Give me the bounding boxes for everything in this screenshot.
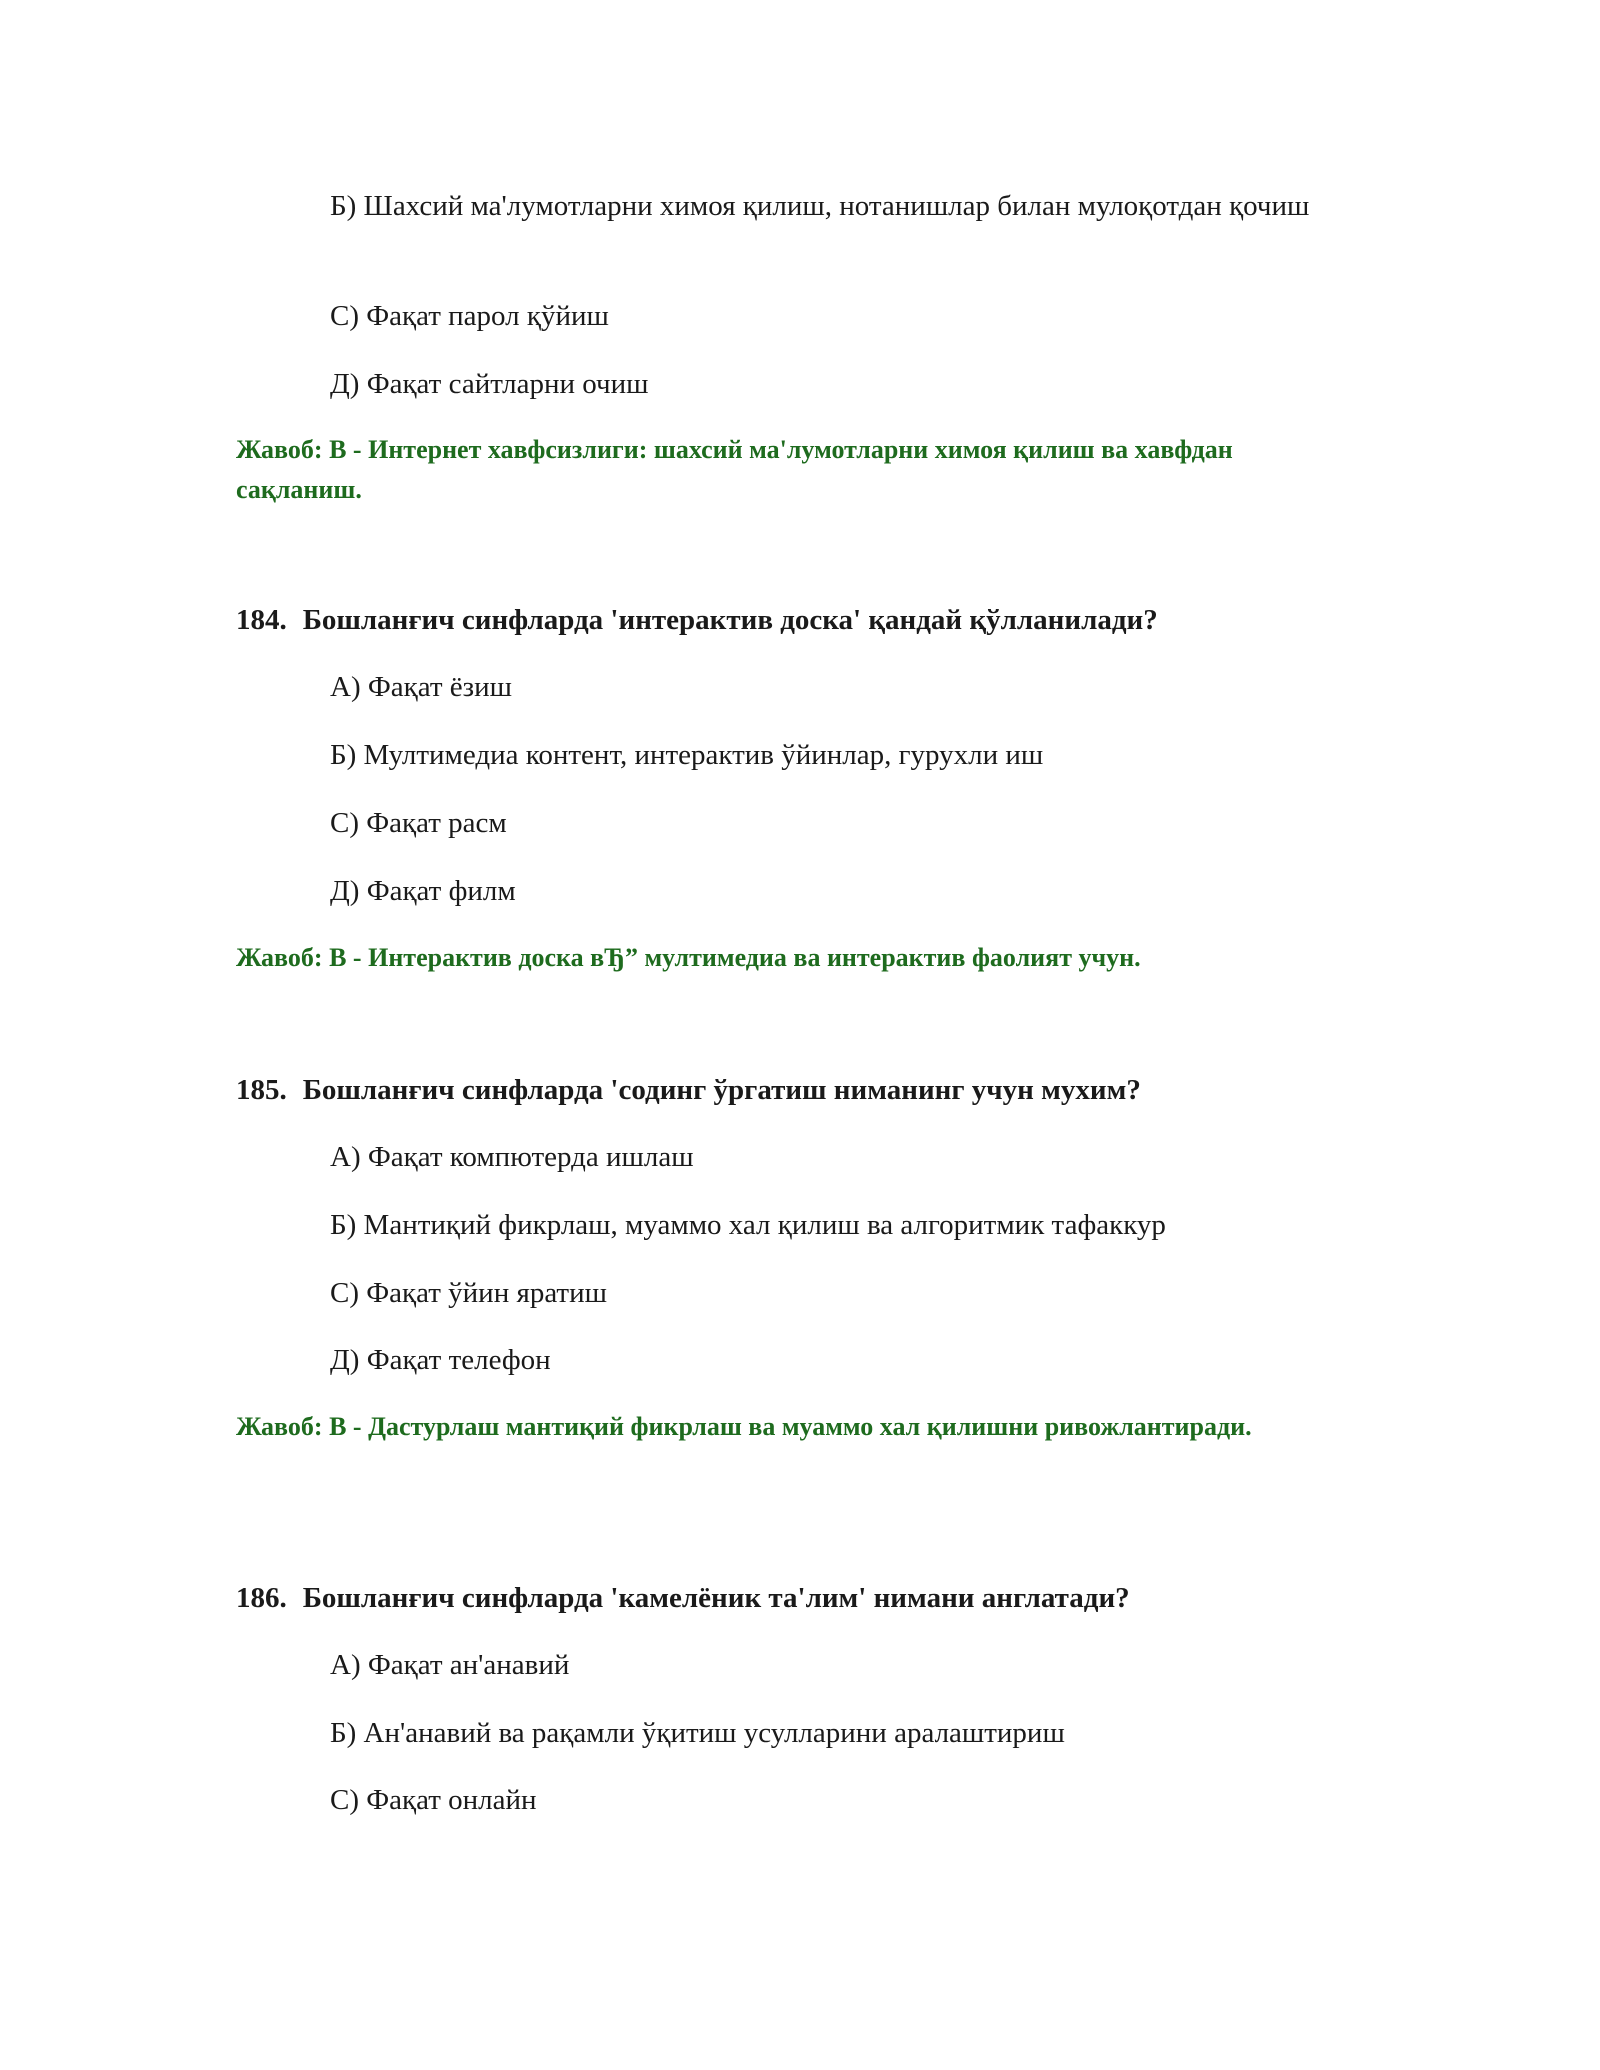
question-number: 184. <box>236 604 287 636</box>
question-text: Бошланғич синфларда 'камелёник та'лим' нимани англатади? <box>302 1582 1130 1614</box>
option-a-q185: А) Фақат компютерда ишлаш <box>330 1141 694 1173</box>
option-b-q184: Б) Мултимедиа контент, интерактив ўйинлар, гурухли иш <box>330 739 1044 771</box>
answer-prefix: Жавоб: В - <box>236 435 362 464</box>
answer-text: Интернет хавфсизлиги: шахсий ма'лумотларни химоя қилиш ва хавфдан сақланиш. <box>236 435 1233 504</box>
question-text: Бошланғич синфларда 'содинг ўргатиш ниманинг учун мухим? <box>302 1074 1141 1106</box>
option-d-q185: Д) Фақат телефон <box>330 1344 551 1376</box>
option-d-q184: Д) Фақат филм <box>330 875 516 907</box>
option-c-q183: С) Фақат парол қўйиш <box>330 300 609 332</box>
answer-text: Интерактив доска вЂ” мултимедиа ва интерактив фаолият учун. <box>368 943 1141 972</box>
option-c-q184: С) Фақат расм <box>330 807 507 839</box>
question-185 <box>236 1070 1141 1110</box>
question-number: 185. <box>236 1074 287 1106</box>
answer-prefix: Жавоб: В - <box>236 1412 362 1441</box>
option-a-q184: А) Фақат ёзиш <box>330 671 512 703</box>
option-b-q183: Б) Шахсий ма'лумотларни химоя қилиш, нотанишлар билан мулоқотдан қочиш <box>330 190 1310 222</box>
answer-q183 <box>236 430 1296 510</box>
option-d-q183: Д) Фақат сайтларни очиш <box>330 368 649 400</box>
question-number: 186. <box>236 1582 287 1614</box>
answer-q184 <box>236 938 1296 978</box>
question-184 <box>236 600 1158 640</box>
answer-prefix: Жавоб: В - <box>236 943 362 972</box>
answer-q185 <box>236 1407 1296 1447</box>
question-186 <box>236 1578 1130 1618</box>
option-c-q185: С) Фақат ўйин яратиш <box>330 1277 607 1309</box>
option-b-q185: Б) Мантиқий фикрлаш, муаммо хал қилиш ва алгоритмик тафаккур <box>330 1209 1166 1241</box>
answer-text: Дастурлаш мантиқий фикрлаш ва муаммо хал қилишни ривожлантиради. <box>368 1412 1252 1441</box>
option-a-q186: А) Фақат ан'анавий <box>330 1649 570 1681</box>
question-text: Бошланғич синфларда 'интерактив доска' қандай қўлланилади? <box>302 604 1158 636</box>
option-c-q186: С) Фақат онлайн <box>330 1784 537 1816</box>
option-b-q186: Б) Ан'анавий ва рақамли ўқитиш усулларини аралаштириш <box>330 1717 1065 1749</box>
